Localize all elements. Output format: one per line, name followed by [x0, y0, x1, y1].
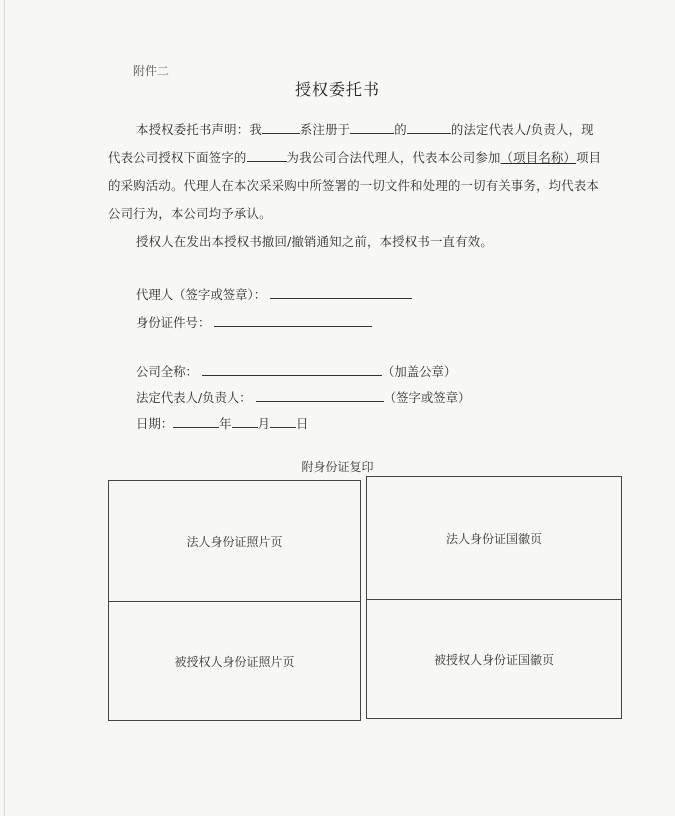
agent-signature-field [136, 285, 412, 303]
scan-edge [4, 0, 5, 816]
blank-company [407, 119, 451, 134]
month-label: 月 [257, 416, 270, 431]
id-label: 身份证件号： [136, 315, 211, 330]
company-label: 公司全称： [136, 364, 198, 379]
blank-name [262, 119, 300, 134]
legal-id-photo-box [108, 480, 361, 602]
date-label: 日期： [136, 416, 174, 431]
legal-id-emblem-label: 法人身份证国徽页 [445, 531, 542, 546]
para-text-1: 本授权委托书声明：我 [136, 122, 262, 137]
id-number-line [214, 313, 372, 327]
para-text-7: 项目的采购活动。代理人在本次采采购中所签署的一切文件和处理的一切有关事务，均代表本公司行为，本公司均予承认。 [108, 150, 602, 221]
legal-rep-line [256, 388, 384, 402]
id-number-field [136, 313, 372, 331]
day-label: 日 [295, 416, 309, 431]
day-line [270, 414, 296, 428]
legal-id-emblem-box [366, 476, 622, 600]
agent-signature-line [270, 285, 412, 299]
validity-text: 授权人在发出本授权书撤回/撤销通知之前，本授权书一直有效。 [136, 234, 493, 249]
agent-id-photo-box [108, 601, 361, 721]
attachment-label: 附件二 [133, 64, 170, 78]
para-text-5: 为我公司合法代理人，代表本公司参加 [286, 150, 501, 165]
date-field [136, 414, 308, 432]
para-text-4: 的法定代表人/负责人，现代表公司授权下面签字的 [108, 122, 594, 165]
legal-rep-field [136, 388, 470, 406]
agent-id-photo-label: 被授权人身份证照片页 [174, 654, 295, 669]
legal-rep-label: 法定代表人/负责人： [136, 390, 252, 405]
blank-register-place [350, 119, 394, 134]
legal-rep-note: （签字或签章） [383, 390, 471, 405]
year-line [173, 414, 219, 428]
document-title: 授权委托书 [294, 80, 380, 99]
company-name-field [136, 362, 456, 380]
company-seal-note: （加盖公章） [381, 364, 457, 379]
year-label: 年 [219, 416, 232, 431]
declaration-paragraph [108, 116, 606, 228]
company-name-line [202, 362, 382, 376]
agent-id-emblem-label: 被授权人身份证国徽页 [433, 652, 554, 667]
project-name-placeholder: （项目名称） [500, 150, 577, 165]
agent-label: 代理人（签字或签章）： [136, 287, 267, 302]
legal-id-photo-label: 法人身份证照片页 [186, 534, 283, 549]
agent-id-emblem-box [366, 599, 622, 719]
blank-agent [247, 147, 287, 162]
id-copy-title: 附身份证复印 [301, 460, 374, 474]
para-text-2: 系注册于 [299, 122, 351, 137]
para-text-3: 的 [394, 122, 407, 137]
validity-paragraph [108, 228, 606, 256]
month-line [232, 414, 258, 428]
